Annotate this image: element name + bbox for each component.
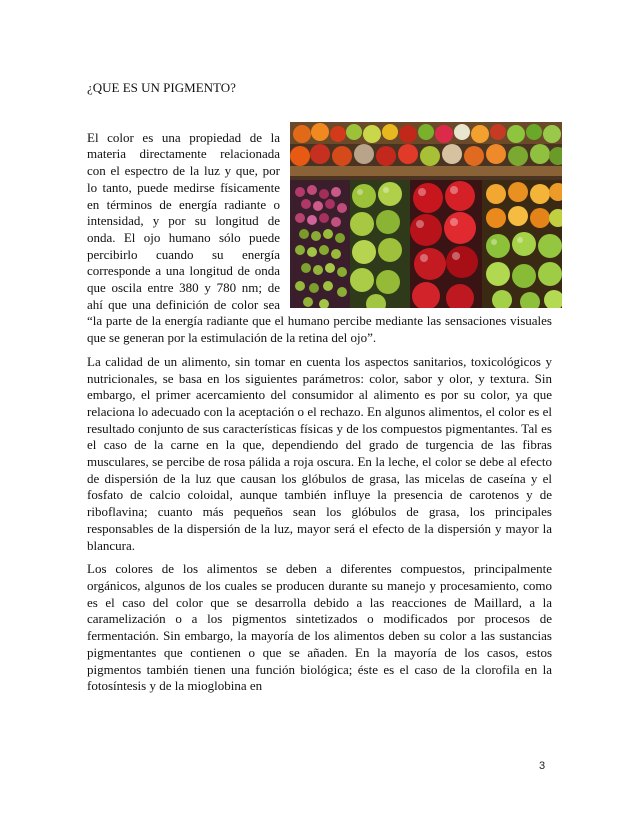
- paragraph-3: Los colores de los alimentos se deben a diferentes compuestos, principalmente orgánicos, algunos de los cuales se producen durante su manejo y procesamiento, como es el caso del color que se desarrolla debido a las reacciones de Maillard, a la caramelización o a los pigmentos sintetizados o modificados por procesos de fermentación. Sin embargo, la mayoría de los alimentos deben su color a las sustancias pigmentantes que contienen o que se añaden. En la mayoría de los casos, estos pigmentos también tienen una función biológica; éste es el caso de la clorofila en la fotosíntesis y de la mioglobina en: [87, 561, 552, 694]
- fruit-market-photo-icon: [290, 122, 562, 308]
- document-heading: ¿QUE ES UN PIGMENTO?: [87, 80, 236, 95]
- document-body: [87, 80, 552, 702]
- paragraph-2: La calidad de un alimento, sin tomar en cuenta los aspectos sanitarios, toxicológicos y nutricionales, se basa en los siguientes parámetros: color, sabor y olor, y textura. Sin embargo, el primer acercamiento del consumidor al alimento es por su color, ya que relaciona lo adecuado con la aceptación o el rechazo. En algunos alimentos, el color es el resultado conjunto de sus características físicas y de los compuestos pigmentantes. Tal es el caso de la carne en la que, dependiendo del grado de turgencia de las fibras musculares, se percibe de rosa pálida a roja oscura. En la leche, el color se debe al efecto de dispersión de la luz que causan los glóbulos de grasa, las micelas de caseína y el fosfato de calcio coloidal, aunque también influye la presencia de carotenos y de riboflavina; cuanto más pequeños sean los glóbulos de grasa, los principales responsables de la dispersión de la luz, mayor será el efecto de la dispersión y mayor la blancura.: [87, 353, 552, 553]
- fruit-market-illustration: [290, 122, 562, 308]
- red-apples: [410, 180, 482, 308]
- grapes-cluster: [290, 180, 350, 308]
- page-number: 3: [539, 760, 546, 772]
- paragraph-1: El color es una propiedad de la materia directamente relacionada con el espectro de la luz y que, por lo tanto, puede medirse físicamente en términos de energía radiante o intensidad, y por su longitud de onda. El ojo humano sólo puede percibirlo cuando su energía corresponde a una longitud de onda que oscila entre 380 y 780 nm; de ahí que una definición de color sea “la parte de la energía radiante que el humano percibe mediante las sensaciones visuales que se generan por la estimulación de la retina del ojo”.: [87, 129, 552, 346]
- green-apples: [350, 180, 410, 308]
